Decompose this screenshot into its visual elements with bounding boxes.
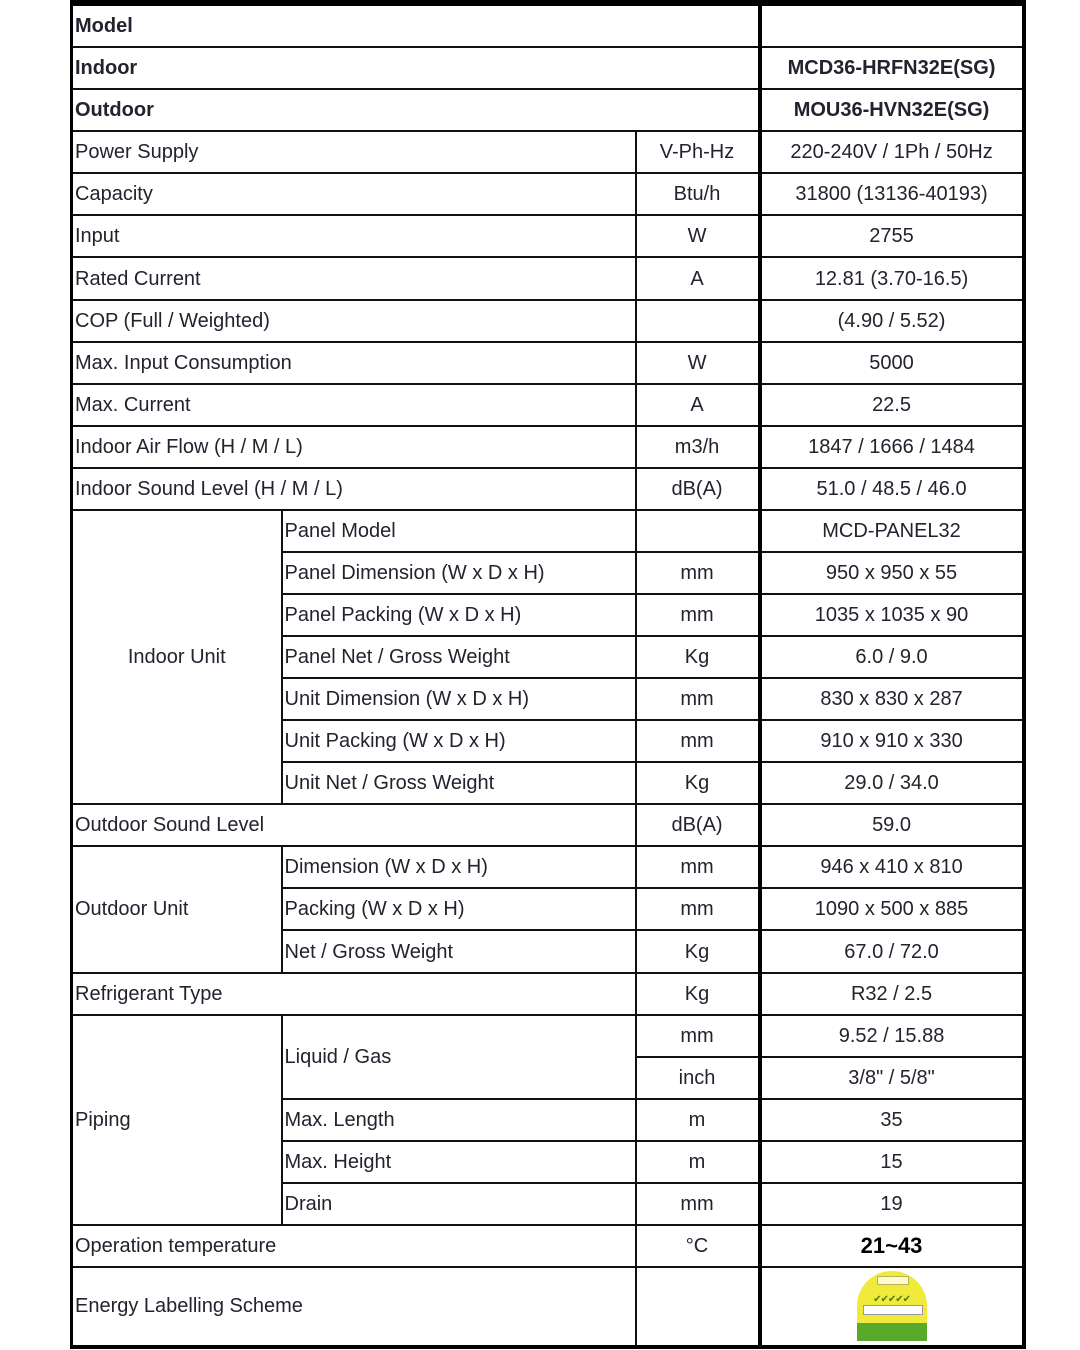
spec-value: 22.5 bbox=[760, 384, 1024, 426]
spec-value: 2755 bbox=[760, 215, 1024, 257]
outdoor-label: Outdoor bbox=[72, 89, 760, 131]
table-row-energy-label bbox=[72, 1267, 1024, 1347]
spec-unit: mm bbox=[636, 678, 760, 720]
spec-label: Indoor Air Flow (H / M / L) bbox=[72, 426, 636, 468]
spec-label: Capacity bbox=[72, 173, 636, 215]
spec-value: 59.0 bbox=[760, 804, 1024, 846]
spec-label: Max. Input Consumption bbox=[72, 342, 636, 384]
table-row bbox=[72, 846, 1024, 888]
piping-group-label: Piping bbox=[72, 1015, 282, 1225]
table-row bbox=[72, 173, 1024, 215]
spec-value: MCD-PANEL32 bbox=[760, 510, 1024, 552]
spec-unit: Btu/h bbox=[636, 173, 760, 215]
spec-label: Panel Packing (W x D x H) bbox=[282, 594, 636, 636]
spec-unit: W bbox=[636, 342, 760, 384]
energy-rating-label-icon bbox=[855, 1271, 929, 1341]
spec-unit: Kg bbox=[636, 762, 760, 804]
spec-unit: mm bbox=[636, 846, 760, 888]
table-row bbox=[72, 468, 1024, 510]
spec-unit bbox=[636, 300, 760, 342]
spec-value: 1035 x 1035 x 90 bbox=[760, 594, 1024, 636]
spec-unit: dB(A) bbox=[636, 804, 760, 846]
spec-label: Max. Height bbox=[282, 1141, 636, 1183]
table-row bbox=[72, 426, 1024, 468]
spec-unit bbox=[636, 510, 760, 552]
spec-unit: mm bbox=[636, 1183, 760, 1225]
spec-value: 19 bbox=[760, 1183, 1024, 1225]
spec-unit: mm bbox=[636, 552, 760, 594]
table-row bbox=[72, 215, 1024, 257]
spec-label: Energy Labelling Scheme bbox=[72, 1267, 636, 1347]
outdoor-unit-group-label: Outdoor Unit bbox=[72, 846, 282, 972]
spec-label: Packing (W x D x H) bbox=[282, 888, 636, 930]
spec-value: 12.81 (3.70-16.5) bbox=[760, 257, 1024, 299]
spec-unit: mm bbox=[636, 888, 760, 930]
spec-label: Power Supply bbox=[72, 131, 636, 173]
spec-value: 29.0 / 34.0 bbox=[760, 762, 1024, 804]
specification-table bbox=[70, 0, 1026, 1349]
spec-unit: Kg bbox=[636, 973, 760, 1015]
spec-value: 5000 bbox=[760, 342, 1024, 384]
spec-value: 35 bbox=[760, 1099, 1024, 1141]
spec-unit: V-Ph-Hz bbox=[636, 131, 760, 173]
spec-value: 15 bbox=[760, 1141, 1024, 1183]
spec-value: 31800 (13136-40193) bbox=[760, 173, 1024, 215]
spec-label: Refrigerant Type bbox=[72, 973, 636, 1015]
indoor-model-value: MCD36-HRFN32E(SG) bbox=[760, 47, 1024, 89]
spec-label: Input bbox=[72, 215, 636, 257]
table-row bbox=[72, 257, 1024, 299]
spec-value: 950 x 950 x 55 bbox=[760, 552, 1024, 594]
energy-label-cell bbox=[760, 1267, 1024, 1347]
outdoor-model-value: MOU36-HVN32E(SG) bbox=[760, 89, 1024, 131]
spec-unit: Kg bbox=[636, 930, 760, 972]
spec-unit: m bbox=[636, 1141, 760, 1183]
spec-label: Operation temperature bbox=[72, 1225, 636, 1267]
table-row bbox=[72, 342, 1024, 384]
spec-unit: mm bbox=[636, 1015, 760, 1057]
spec-label: Rated Current bbox=[72, 257, 636, 299]
indoor-unit-group-label: Indoor Unit bbox=[72, 510, 282, 804]
table-row-model bbox=[72, 3, 1024, 47]
spec-unit: A bbox=[636, 384, 760, 426]
spec-unit: mm bbox=[636, 594, 760, 636]
table-row bbox=[72, 510, 1024, 552]
spec-label: Net / Gross Weight bbox=[282, 930, 636, 972]
table-row-outdoor bbox=[72, 89, 1024, 131]
spec-unit: inch bbox=[636, 1057, 760, 1099]
spec-label: Outdoor Sound Level bbox=[72, 804, 636, 846]
spec-label: COP (Full / Weighted) bbox=[72, 300, 636, 342]
spec-label: Unit Net / Gross Weight bbox=[282, 762, 636, 804]
table-row bbox=[72, 804, 1024, 846]
spec-value: 51.0 / 48.5 / 46.0 bbox=[760, 468, 1024, 510]
spec-value: 220-240V / 1Ph / 50Hz bbox=[760, 131, 1024, 173]
spec-value: 946 x 410 x 810 bbox=[760, 846, 1024, 888]
spec-label: Drain bbox=[282, 1183, 636, 1225]
spec-value: 6.0 / 9.0 bbox=[760, 636, 1024, 678]
spec-label: Max. Current bbox=[72, 384, 636, 426]
table-row-indoor bbox=[72, 47, 1024, 89]
spec-unit: Kg bbox=[636, 636, 760, 678]
spec-value: 9.52 / 15.88 bbox=[760, 1015, 1024, 1057]
energy-ticks: ✔✔✔✔✔ bbox=[873, 1294, 910, 1306]
model-value bbox=[760, 3, 1024, 47]
spec-label: Panel Model bbox=[282, 510, 636, 552]
spec-unit: mm bbox=[636, 720, 760, 762]
indoor-label: Indoor bbox=[72, 47, 760, 89]
spec-label: Liquid / Gas bbox=[282, 1015, 636, 1099]
table-row bbox=[72, 300, 1024, 342]
spec-label: Unit Packing (W x D x H) bbox=[282, 720, 636, 762]
table-row bbox=[72, 1225, 1024, 1267]
spec-unit: A bbox=[636, 257, 760, 299]
spec-label: Panel Dimension (W x D x H) bbox=[282, 552, 636, 594]
table-row bbox=[72, 1015, 1024, 1057]
spec-label: Unit Dimension (W x D x H) bbox=[282, 678, 636, 720]
spec-label: Max. Length bbox=[282, 1099, 636, 1141]
model-label: Model bbox=[72, 3, 760, 47]
spec-unit: dB(A) bbox=[636, 468, 760, 510]
spec-unit: m3/h bbox=[636, 426, 760, 468]
table-row bbox=[72, 973, 1024, 1015]
spec-label: Indoor Sound Level (H / M / L) bbox=[72, 468, 636, 510]
spec-label: Dimension (W x D x H) bbox=[282, 846, 636, 888]
spec-value: (4.90 / 5.52) bbox=[760, 300, 1024, 342]
spec-value: 21~43 bbox=[760, 1225, 1024, 1267]
spec-value: 1847 / 1666 / 1484 bbox=[760, 426, 1024, 468]
spec-value: 67.0 / 72.0 bbox=[760, 930, 1024, 972]
spec-value: R32 / 2.5 bbox=[760, 973, 1024, 1015]
spec-unit: W bbox=[636, 215, 760, 257]
spec-value: 3/8" / 5/8" bbox=[760, 1057, 1024, 1099]
table-row bbox=[72, 384, 1024, 426]
spec-unit-empty bbox=[636, 1267, 760, 1347]
spec-unit: °C bbox=[636, 1225, 760, 1267]
table-row bbox=[72, 131, 1024, 173]
spec-value: 830 x 830 x 287 bbox=[760, 678, 1024, 720]
spec-unit: m bbox=[636, 1099, 760, 1141]
spec-label: Panel Net / Gross Weight bbox=[282, 636, 636, 678]
spec-value: 1090 x 500 x 885 bbox=[760, 888, 1024, 930]
spec-value: 910 x 910 x 330 bbox=[760, 720, 1024, 762]
